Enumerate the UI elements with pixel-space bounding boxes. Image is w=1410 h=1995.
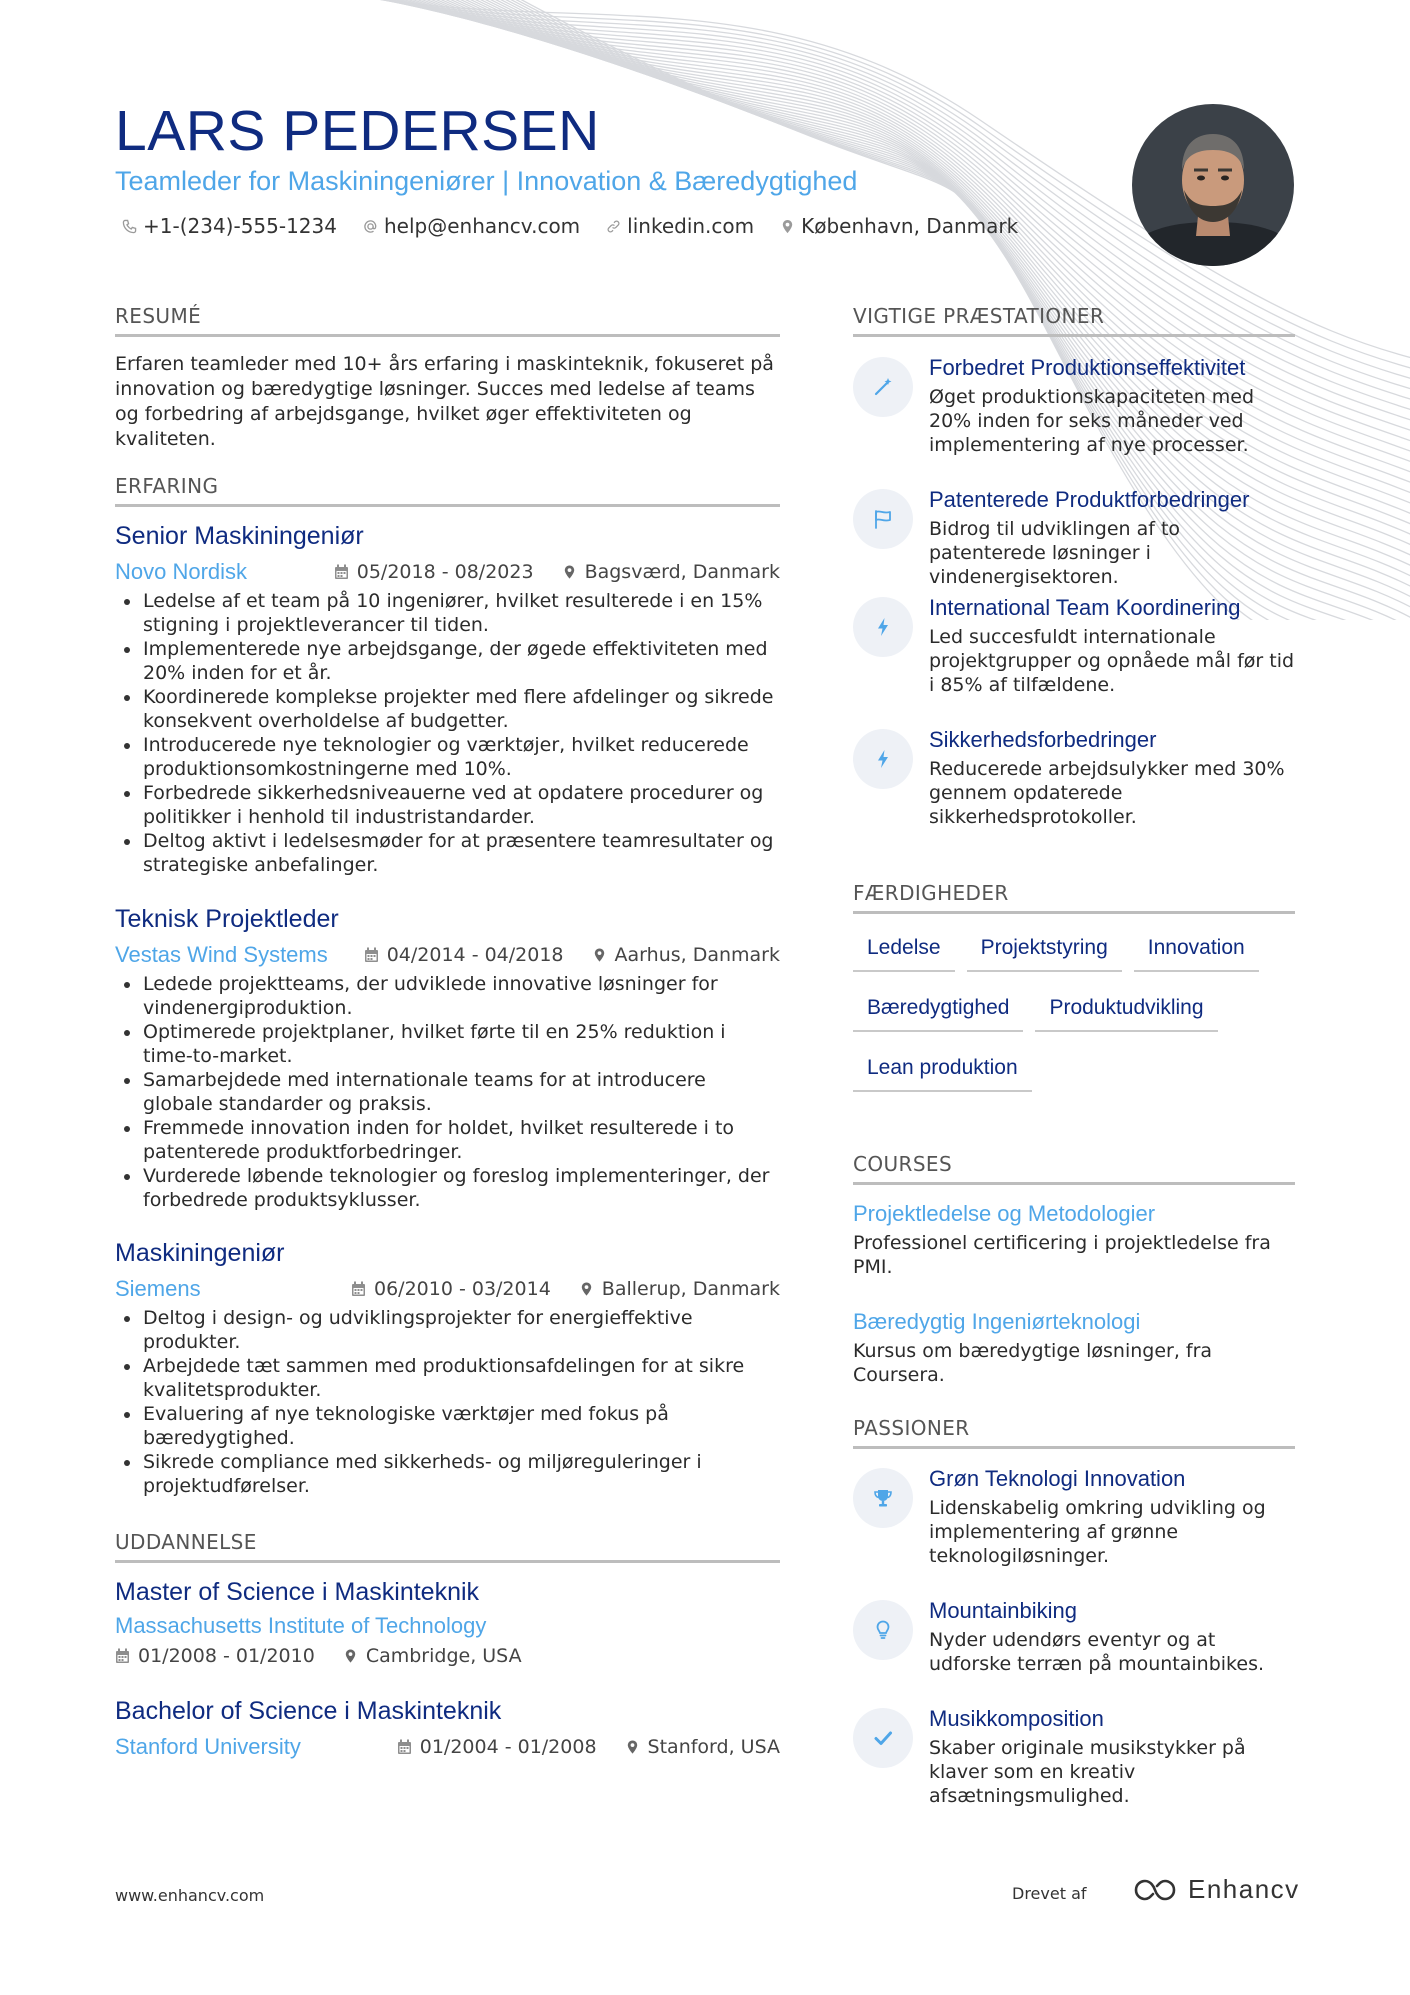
- passion-title: Mountainbiking: [929, 1598, 1077, 1623]
- lightning-icon: [872, 748, 894, 770]
- job-bullets: [115, 589, 780, 877]
- job-role: Maskiningeniør: [115, 1239, 285, 1267]
- list-item: Deltog aktivt i ledelsesmøder for at præsentere teamresultater og strategiske anbefalinger.: [115, 829, 780, 877]
- education-location: Stanford, USA: [647, 1736, 780, 1758]
- course-title: Bæredygtig Ingeniørteknologi: [853, 1309, 1141, 1334]
- job-dates: 04/2014 - 04/2018: [386, 944, 564, 966]
- calendar-icon: [351, 1281, 366, 1297]
- list-item: Koordinerede komplekse projekter med flere afdelinger og sikrede konsekvent overholdelse af budgetter.: [115, 685, 780, 733]
- section-title-summary: RESUMÉ: [115, 304, 780, 337]
- link-icon: [606, 219, 621, 234]
- achievement-title: Forbedret Produktionseffektivitet: [929, 355, 1246, 380]
- lightbulb-icon: [872, 1619, 894, 1641]
- achievement-desc: Øget produktionskapaciteten med 20% inden for seks måneder ved implementering af nye processer.: [929, 386, 1255, 456]
- summary-text: Erfaren teamleder med 10+ års erfaring i maskinteknik, fokuseret på innovation og bæredygtige løsninger. Succes med ledelse af teams og forbedring af arbejdsgange, hvilket øger effektiviteten og kvaliteten.: [115, 353, 774, 450]
- achievement-icon-wrap: [853, 597, 913, 657]
- list-item: Evaluering af nye teknologiske værktøjer med fokus på bæredygtighed.: [115, 1402, 780, 1450]
- list-item: Sikrede compliance med sikkerheds- og miljøreguleringer i projektudførelser.: [115, 1450, 780, 1498]
- passion-desc: Skaber originale musikstykker på klaver som en kreativ afsætningsmulighed.: [929, 1737, 1246, 1807]
- achievement-icon-wrap: [853, 489, 913, 549]
- lightning-icon: [872, 616, 894, 638]
- passion-desc: Lidenskabelig omkring udvikling og implementering af grønne teknologiløsninger.: [929, 1497, 1266, 1567]
- job-company: Vestas Wind Systems: [115, 942, 328, 967]
- list-item: Optimerede projektplaner, hvilket førte til en 25% reduktion i time-to-market.: [115, 1020, 780, 1068]
- achievement-desc: Reducerede arbejdsulykker med 30% gennem opdaterede sikkerhedsprotokoller.: [929, 758, 1285, 828]
- achievement-icon-wrap: [853, 357, 913, 417]
- skill-tag: Bæredygtighed: [853, 990, 1023, 1032]
- list-item: Ledede projektteams, der udviklede innovative løsninger for vindenergiproduktion.: [115, 972, 780, 1020]
- trophy-icon: [872, 1487, 894, 1509]
- list-item: Forbedrede sikkerhedsniveauerne ved at opdatere procedurer og politikker i henhold til industristandarder.: [115, 781, 780, 829]
- location-pin-icon: [780, 219, 795, 234]
- list-item: Samarbejdede med internationale teams for at introducere globale standarder og praksis.: [115, 1068, 780, 1116]
- contact-location-text: København, Danmark: [801, 214, 1019, 238]
- job-role: Teknisk Projektleder: [115, 905, 339, 933]
- experience-item: [115, 1239, 780, 1498]
- education-dates: 01/2008 - 01/2010: [138, 1645, 315, 1667]
- job-company: Novo Nordisk: [115, 559, 248, 584]
- achievement-icon-wrap: [853, 729, 913, 789]
- experience-item: [115, 905, 780, 1212]
- location-pin-icon: [592, 947, 607, 963]
- infinity-logo-icon: [1132, 1876, 1178, 1904]
- footer-url[interactable]: www.enhancv.com: [115, 1886, 265, 1905]
- contact-phone-text: +1-(234)-555-1234: [143, 214, 337, 238]
- experience-item: [115, 522, 780, 877]
- wave-line: [419, 0, 1410, 539]
- passion-title: Musikkomposition: [929, 1706, 1104, 1731]
- achievement-item: [853, 353, 1295, 457]
- contact-bar: [122, 214, 1044, 238]
- job-company: Siemens: [115, 1276, 201, 1301]
- candidate-name: LARS PEDERSEN: [115, 99, 600, 163]
- education-item: [115, 1578, 780, 1667]
- contact-email[interactable]: [363, 214, 580, 238]
- contact-phone[interactable]: [122, 214, 337, 238]
- location-pin-icon: [579, 1281, 594, 1297]
- passion-title: Grøn Teknologi Innovation: [929, 1466, 1186, 1491]
- achievement-item: [853, 725, 1295, 829]
- magic-wand-icon: [872, 376, 894, 398]
- section-title-passions: PASSIONER: [853, 1416, 1295, 1449]
- education-dates: 01/2004 - 01/2008: [419, 1736, 597, 1758]
- section-title-experience: ERFARING: [115, 474, 780, 507]
- location-pin-icon: [343, 1648, 358, 1664]
- passion-desc: Nyder udendørs eventyr og at udforske terræn på mountainbikes.: [929, 1629, 1265, 1675]
- at-icon: [363, 219, 378, 234]
- course-item: [853, 1199, 1295, 1279]
- passion-icon-wrap: [853, 1468, 913, 1528]
- job-dates: 06/2010 - 03/2014: [373, 1278, 551, 1300]
- job-meta: [115, 940, 780, 970]
- achievement-title: Patenterede Produktforbedringer: [929, 487, 1250, 512]
- education-degree: Bachelor of Science i Maskinteknik: [115, 1697, 502, 1725]
- education-meta: [115, 1732, 780, 1762]
- skills-list: [853, 930, 1295, 1110]
- education-degree: Master of Science i Maskinteknik: [115, 1578, 480, 1606]
- list-item: Introducerede nye teknologier og værktøjer, hvilket reducerede produktionsomkostningerne med 10%.: [115, 733, 780, 781]
- calendar-icon: [334, 564, 349, 580]
- course-title: Projektledelse og Metodologier: [853, 1201, 1156, 1226]
- footer-brand: Enhancv: [1188, 1874, 1300, 1904]
- list-item: Fremmede innovation inden for holdet, hvilket resulterede i to patenterede produktforbedringer.: [115, 1116, 780, 1164]
- section-title-skills: FÆRDIGHEDER: [853, 881, 1295, 914]
- job-dates: 05/2018 - 08/2023: [356, 561, 534, 583]
- education-school: Stanford University: [115, 1734, 301, 1759]
- candidate-title: Teamleder for Maskiningeniører | Innovation & Bæredygtighed: [115, 166, 858, 196]
- wave-line: [425, 0, 1410, 549]
- job-location: Aarhus, Danmark: [614, 944, 780, 966]
- list-item: Arbejdede tæt sammen med produktionsafdelingen for at sikre kvalitetsprodukter.: [115, 1354, 780, 1402]
- skill-tag: Lean produktion: [853, 1050, 1032, 1092]
- list-item: Implementerede nye arbejdsgange, der øgede effektiviteten med 20% inden for et år.: [115, 637, 780, 685]
- calendar-icon: [364, 947, 379, 963]
- skill-tag: Produktudvikling: [1035, 990, 1217, 1032]
- course-desc: Kursus om bæredygtige løsninger, fra Coursera.: [853, 1340, 1213, 1386]
- achievement-title: International Team Koordinering: [929, 595, 1241, 620]
- education-meta: [115, 1645, 780, 1667]
- achievement-item: [853, 485, 1295, 589]
- job-location: Bagsværd, Danmark: [584, 561, 780, 583]
- job-location: Ballerup, Danmark: [601, 1278, 780, 1300]
- location-pin-icon: [625, 1739, 640, 1755]
- education-location: Cambridge, USA: [365, 1645, 522, 1667]
- checkmark-icon: [872, 1727, 894, 1749]
- contact-location: [780, 214, 1018, 238]
- skill-tag: Projektstyring: [967, 930, 1122, 972]
- achievement-title: Sikkerhedsforbedringer: [929, 727, 1157, 752]
- location-pin-icon: [562, 564, 577, 580]
- passion-icon-wrap: [853, 1708, 913, 1768]
- job-meta: [115, 1274, 780, 1304]
- enhancv-logo[interactable]: [1132, 1874, 1300, 1905]
- section-title-achievements: VIGTIGE PRÆSTATIONER: [853, 304, 1295, 337]
- section-title-courses: COURSES: [853, 1152, 1295, 1185]
- job-bullets: [115, 1306, 780, 1498]
- passion-item: [853, 1464, 1295, 1568]
- contact-linkedin[interactable]: [606, 214, 754, 238]
- list-item: Ledelse af et team på 10 ingeniører, hvilket resulterede i en 15% stigning i projektleverancer til tiden.: [115, 589, 780, 637]
- list-item: Vurderede løbende teknologier og foreslog implementeringer, der forbedrede produktsyklusser.: [115, 1164, 780, 1212]
- passion-icon-wrap: [853, 1600, 913, 1660]
- job-role: Senior Maskiningeniør: [115, 522, 364, 550]
- achievement-desc: Led succesfuldt internationale projektgrupper og opnåede mål før tid i 85% af tilfældene.: [929, 626, 1295, 696]
- achievement-item: [853, 593, 1295, 697]
- calendar-icon: [115, 1648, 130, 1664]
- skill-tag: Ledelse: [853, 930, 955, 972]
- education-item: [115, 1697, 780, 1762]
- passion-item: [853, 1704, 1295, 1808]
- section-title-education: UDDANNELSE: [115, 1530, 780, 1563]
- flag-icon: [872, 508, 894, 530]
- contact-email-text: help@enhancv.com: [383, 214, 581, 238]
- contact-linkedin-text: linkedin.com: [627, 214, 755, 238]
- education-school: Massachusetts Institute of Technology: [115, 1613, 487, 1638]
- phone-icon: [122, 219, 137, 234]
- footer-powered-by: Drevet af: [1012, 1884, 1087, 1903]
- course-desc: Professionel certificering i projektledelse fra PMI.: [853, 1232, 1271, 1278]
- list-item: Deltog i design- og udviklingsprojekter for energieffektive produkter.: [115, 1306, 780, 1354]
- profile-photo: [1132, 104, 1294, 266]
- passion-item: [853, 1596, 1295, 1676]
- job-bullets: [115, 972, 780, 1212]
- skill-tag: Innovation: [1134, 930, 1259, 972]
- course-item: [853, 1307, 1295, 1387]
- job-meta: [115, 557, 780, 587]
- calendar-icon: [397, 1739, 412, 1755]
- achievement-desc: Bidrog til udviklingen af to patenterede løsninger i vindenergisektoren.: [929, 518, 1181, 588]
